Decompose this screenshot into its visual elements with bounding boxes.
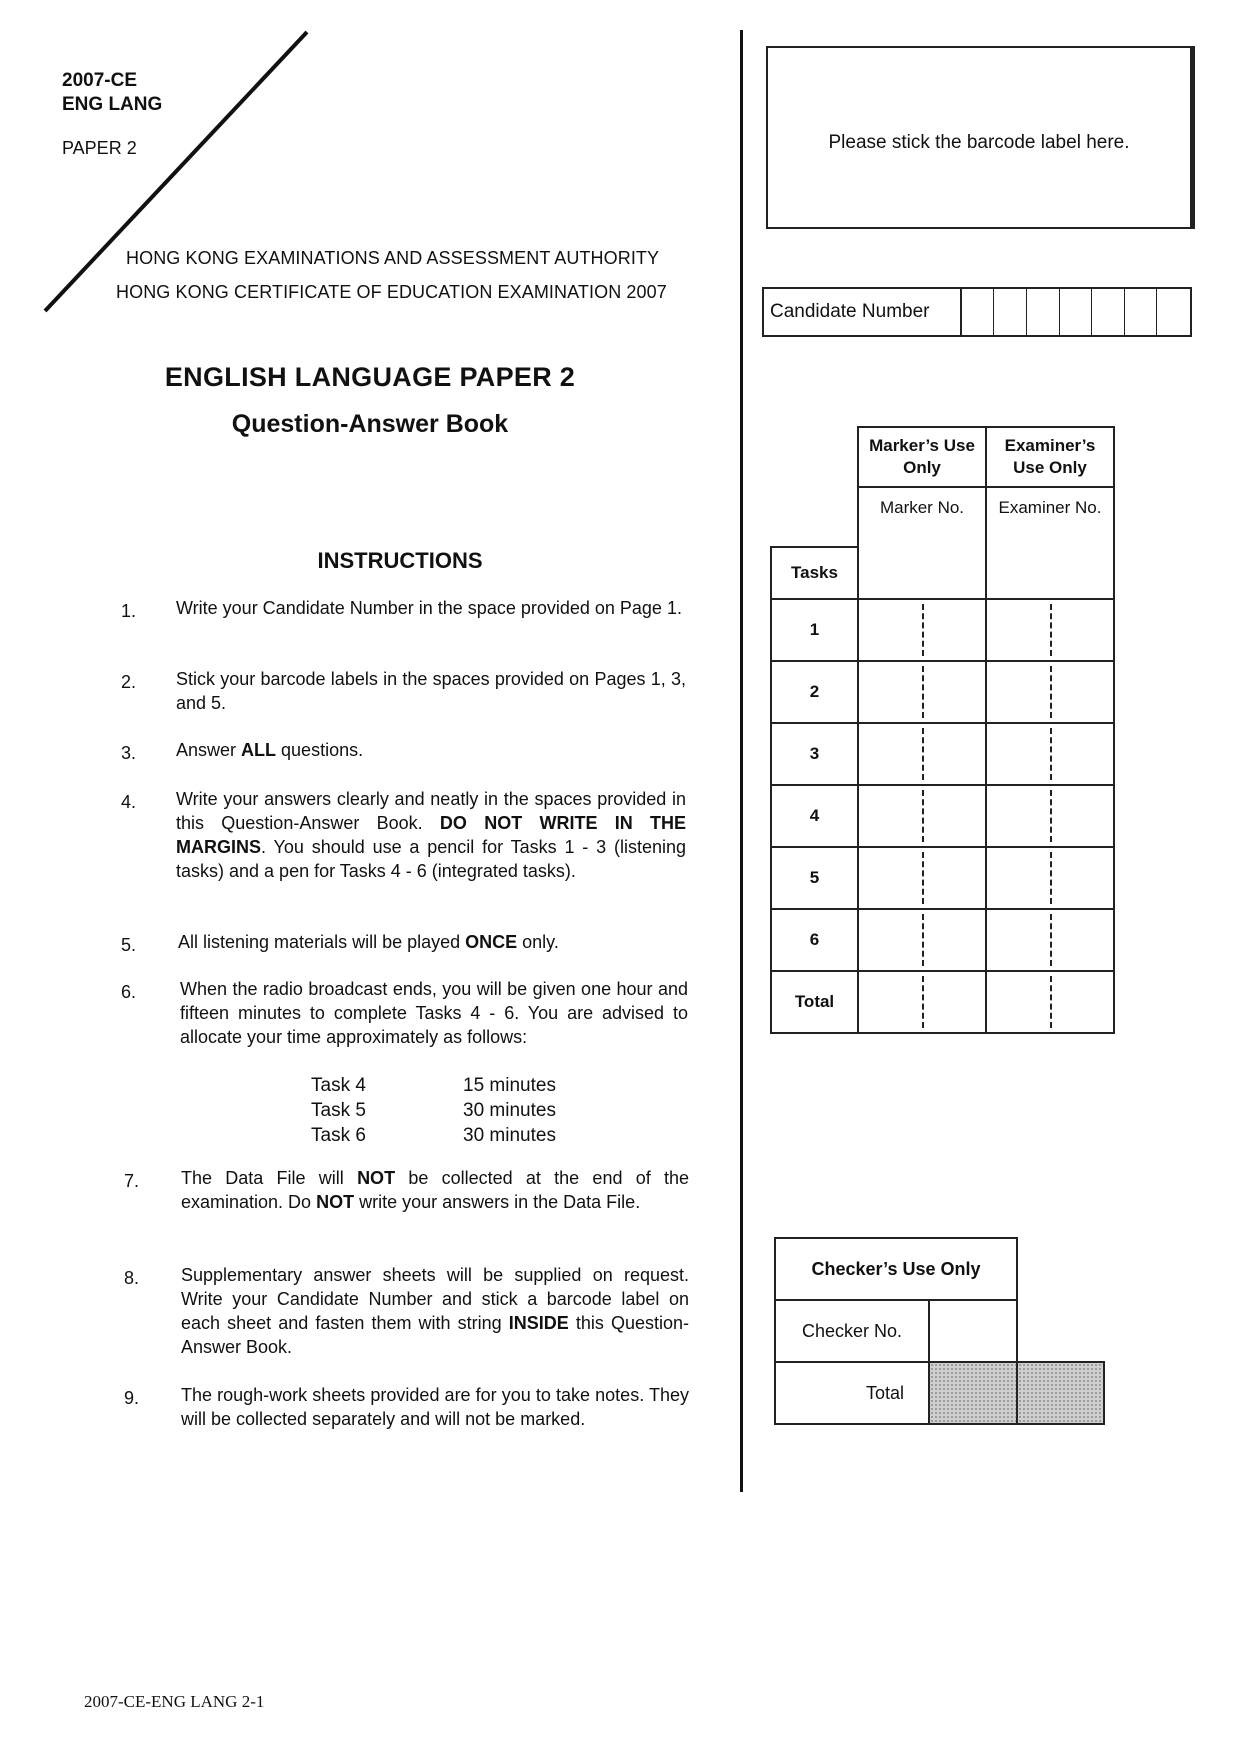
time-allocation (311, 1073, 556, 1148)
shaded-cell (1017, 1362, 1104, 1424)
marker-score-cell[interactable] (858, 785, 986, 847)
exam-code: 2007-CE (62, 70, 137, 91)
item-number: 5. (121, 935, 137, 955)
barcode-instruction: Please stick the barcode label here. (828, 132, 1130, 153)
barcode-label-area (766, 46, 1192, 229)
task-label: 3 (771, 723, 858, 785)
item-number: 7. (124, 1171, 140, 1191)
examination-name: HONG KONG CERTIFICATE OF EDUCATION EXAMINATION 2007 (116, 282, 667, 302)
examiner-score-cell[interactable] (986, 847, 1114, 909)
task-label: 1 (771, 599, 858, 661)
item-number: 2. (121, 672, 137, 692)
item-number: 8. (124, 1268, 140, 1288)
item-number: 4. (121, 792, 137, 812)
marker-total-cell[interactable] (858, 971, 986, 1033)
checker-use-header: Checker’s Use Only (775, 1238, 1017, 1300)
subject-code: ENG LANG (62, 94, 163, 115)
task-label: 5 (771, 847, 858, 909)
paper-title: ENGLISH LANGUAGE PAPER 2 (164, 362, 576, 392)
tasks-header: Tasks (771, 547, 858, 599)
instruction-item: Stick your barcode labels in the spaces provided on Pages 1, 3, and 5. (176, 669, 686, 713)
marker-use-header: Marker’s Use Only (858, 427, 986, 487)
instruction-item: Write your answers clearly and neatly in the spaces provided in this Question-Answer Book. DO NOT WRITE IN THE MARGINS. You should use a pencil for Tasks 1 - 3 (listening tasks) and a pen for Tasks 4 - 6 (integrated tasks). (176, 789, 686, 881)
authority-name: HONG KONG EXAMINATIONS AND ASSESSMENT AUTHORITY (126, 248, 660, 268)
examiner-score-cell[interactable] (986, 785, 1114, 847)
book-title: Question-Answer Book (231, 410, 509, 438)
total-label: Total (771, 971, 858, 1033)
marker-score-cell[interactable] (858, 847, 986, 909)
diagonal-rule (42, 30, 317, 313)
instruction-item: All listening materials will be played ONCE only. (178, 932, 559, 952)
page-footer-code: 2007-CE-ENG LANG 2-1 (84, 1692, 265, 1711)
examiner-score-cell[interactable] (986, 723, 1114, 785)
marker-score-cell[interactable] (858, 599, 986, 661)
instruction-item: Supplementary answer sheets will be supplied on request. Write your Candidate Number and stick a barcode label on each sheet and fasten them with string INSIDE this Question-Answer Book. (181, 1265, 689, 1357)
checker-table (774, 1237, 1105, 1425)
instructions-heading: INSTRUCTIONS (317, 548, 483, 573)
instruction-item: The Data File will NOT be collected at the end of the examination. Do NOT write your answers in the Data File. (181, 1168, 690, 1212)
checker-total-label: Total (775, 1362, 929, 1424)
candidate-digit-box[interactable] (1092, 289, 1125, 335)
candidate-digit-box[interactable] (1157, 289, 1190, 335)
marker-score-table (770, 426, 1115, 1034)
paper-code: PAPER 2 (62, 138, 137, 158)
shaded-cell (929, 1362, 1017, 1424)
allocation-row: Task 4 15 minutes (311, 1075, 556, 1096)
marker-score-cell[interactable] (858, 661, 986, 723)
task-label: 4 (771, 785, 858, 847)
examiner-score-cell[interactable] (986, 599, 1114, 661)
examiner-score-cell[interactable] (986, 909, 1114, 971)
instruction-item: The rough-work sheets provided are for you to take notes. They will be collected separately and will not be marked. (181, 1385, 689, 1429)
column-divider (740, 30, 743, 1492)
candidate-digit-box[interactable] (1125, 289, 1158, 335)
marker-score-cell[interactable] (858, 909, 986, 971)
marker-score-cell[interactable] (858, 723, 986, 785)
checker-no-label: Checker No. (775, 1300, 929, 1362)
item-number: 6. (121, 982, 137, 1002)
item-number: 1. (121, 601, 137, 621)
candidate-number-field (762, 287, 1192, 337)
instruction-item: Write your Candidate Number in the space provided on Page 1. (176, 598, 682, 618)
examiner-score-cell[interactable] (986, 661, 1114, 723)
candidate-digit-box[interactable] (1060, 289, 1093, 335)
instruction-item: Answer ALL questions. (176, 740, 364, 760)
instruction-item: When the radio broadcast ends, you will be given one hour and fifteen minutes to complete Tasks 4 - 6. You are advised to allocate your time approximately as follows: (180, 979, 688, 1047)
checker-no-cell[interactable] (929, 1300, 1017, 1362)
examiner-total-cell[interactable] (986, 971, 1114, 1033)
candidate-digit-box[interactable] (994, 289, 1027, 335)
allocation-row: Task 6 30 minutes (311, 1125, 556, 1146)
task-label: 6 (771, 909, 858, 971)
candidate-number-label: Candidate Number (764, 289, 962, 335)
candidate-digit-box[interactable] (962, 289, 995, 335)
item-number: 9. (124, 1388, 140, 1408)
marker-no-label: Marker No. (858, 487, 986, 599)
examiner-no-label: Examiner No. (986, 487, 1114, 599)
candidate-digit-box[interactable] (1027, 289, 1060, 335)
task-label: 2 (771, 661, 858, 723)
examiner-use-header: Examiner’s Use Only (986, 427, 1114, 487)
allocation-row: Task 5 30 minutes (311, 1100, 556, 1121)
item-number: 3. (121, 743, 137, 763)
